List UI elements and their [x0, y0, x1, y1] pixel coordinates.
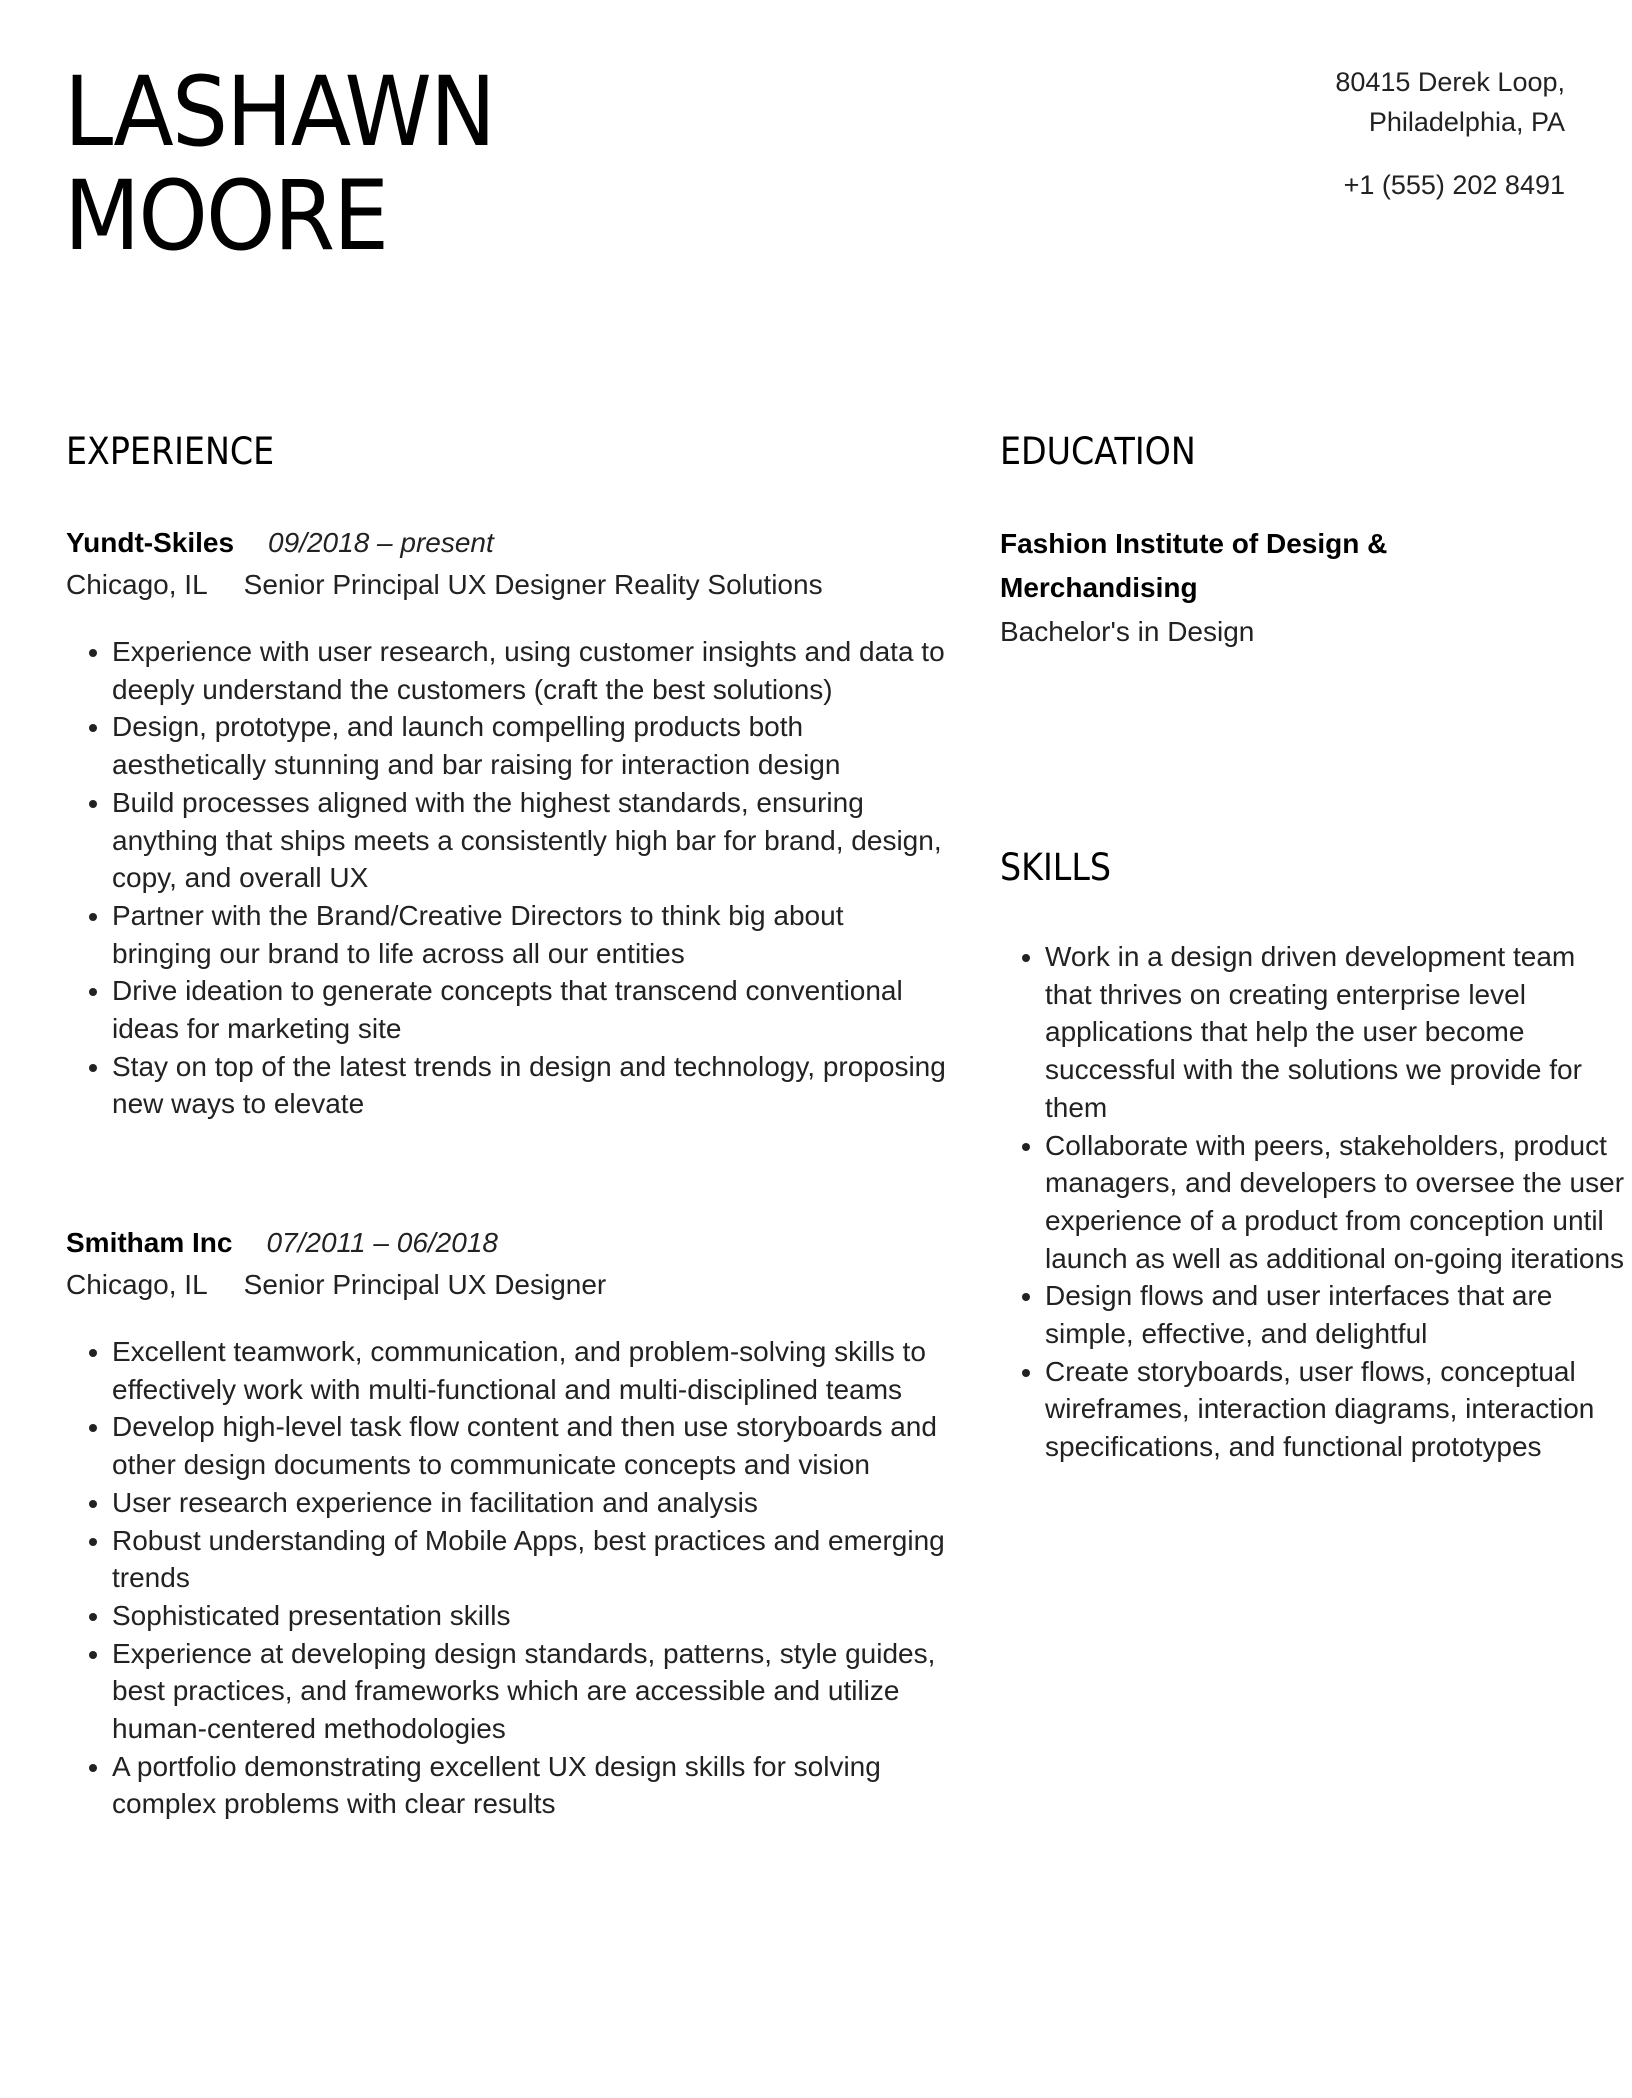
job-bullets: [66, 633, 946, 1123]
company-name: Smitham Inc: [66, 1227, 233, 1258]
skills-heading: SKILLS: [1000, 846, 1112, 889]
skill-item: • Create storyboards, user flows, conceptual wireframes, interaction diagrams, interaction specifications, and functional prototypes: [1045, 1353, 1625, 1466]
candidate-name: [64, 56, 495, 272]
bullet-item: • Stay on top of the latest trends in design and technology, proposing new ways to elevate: [112, 1048, 946, 1123]
address-line-1: 80415 Derek Loop,: [1335, 67, 1565, 97]
job-entry-2: [66, 1223, 946, 1823]
skill-item: • Collaborate with peers, stakeholders, product managers, and developers to oversee the user experience of a product from conception until launch as well as additional on-going iterations: [1045, 1127, 1625, 1278]
experience-heading: EXPERIENCE: [66, 430, 275, 473]
job-bullets: [66, 1333, 946, 1823]
bullet-item: • Robust understanding of Mobile Apps, best practices and emerging trends: [112, 1522, 946, 1597]
name-last: MOORE: [64, 160, 388, 272]
phone-number: +1 (555) 202 8491: [1343, 170, 1565, 200]
address-line-2: Philadelphia, PA: [1368, 107, 1565, 137]
job-dates: 07/2011 – 06/2018: [266, 1227, 498, 1258]
contact-info: [1335, 62, 1565, 205]
company-name: Yundt-Skiles: [66, 527, 235, 558]
degree: Bachelor's in Design: [1000, 616, 1255, 647]
job-dates: 09/2018 – present: [268, 527, 494, 558]
job-location: Chicago, IL: [66, 569, 208, 600]
skills-list: [999, 938, 1625, 1466]
bullet-item: • A portfolio demonstrating excellent UX design skills for solving complex problems with clear results: [112, 1748, 946, 1823]
job-header: [66, 523, 946, 563]
bullet-item: • User research experience in facilitation and analysis: [112, 1484, 946, 1522]
bullet-item: • Excellent teamwork, communication, and problem-solving skills to effectively work with multi-functional and multi-disciplined teams: [112, 1333, 946, 1408]
job-subheader: [66, 1263, 946, 1307]
job-role: Senior Principal UX Designer Reality Solutions: [243, 569, 823, 600]
job-role: Senior Principal UX Designer: [243, 1269, 607, 1300]
skill-item: • Work in a design driven development team that thrives on creating enterprise level applications that help the user become successful with the solutions we provide for them: [1045, 938, 1625, 1127]
bullet-item: • Experience with user research, using customer insights and data to deeply understand the customers (craft the best solutions): [112, 633, 946, 708]
school-name: Fashion Institute of Design & Merchandising: [1000, 528, 1388, 603]
bullet-item: • Develop high-level task flow content and then use storyboards and other design documents to communicate concepts and vision: [112, 1408, 946, 1483]
bullet-item: • Drive ideation to generate concepts that transcend conventional ideas for marketing site: [112, 972, 946, 1047]
bullet-item: • Experience at developing design standards, patterns, style guides, best practices, and frameworks which are accessible and utilize human-centered methodologies: [112, 1635, 946, 1748]
bullet-item: • Partner with the Brand/Creative Directors to think big about bringing our brand to life across all our entities: [112, 897, 946, 972]
name-first: LASHAWN: [64, 56, 495, 168]
bullet-item: • Build processes aligned with the highest standards, ensuring anything that ships meets a consistently high bar for brand, design, copy, and overall UX: [112, 784, 946, 897]
bullet-item: • Sophisticated presentation skills: [112, 1597, 946, 1635]
skill-item: • Design flows and user interfaces that are simple, effective, and delightful: [1045, 1277, 1625, 1352]
job-location: Chicago, IL: [66, 1269, 208, 1300]
education-heading: EDUCATION: [1000, 430, 1196, 473]
education-entry: [1000, 522, 1520, 654]
bullet-item: • Design, prototype, and launch compelling products both aesthetically stunning and bar raising for interaction design: [112, 708, 946, 783]
job-entry-1: [66, 523, 946, 1123]
job-subheader: [66, 563, 946, 607]
job-header: [66, 1223, 946, 1263]
